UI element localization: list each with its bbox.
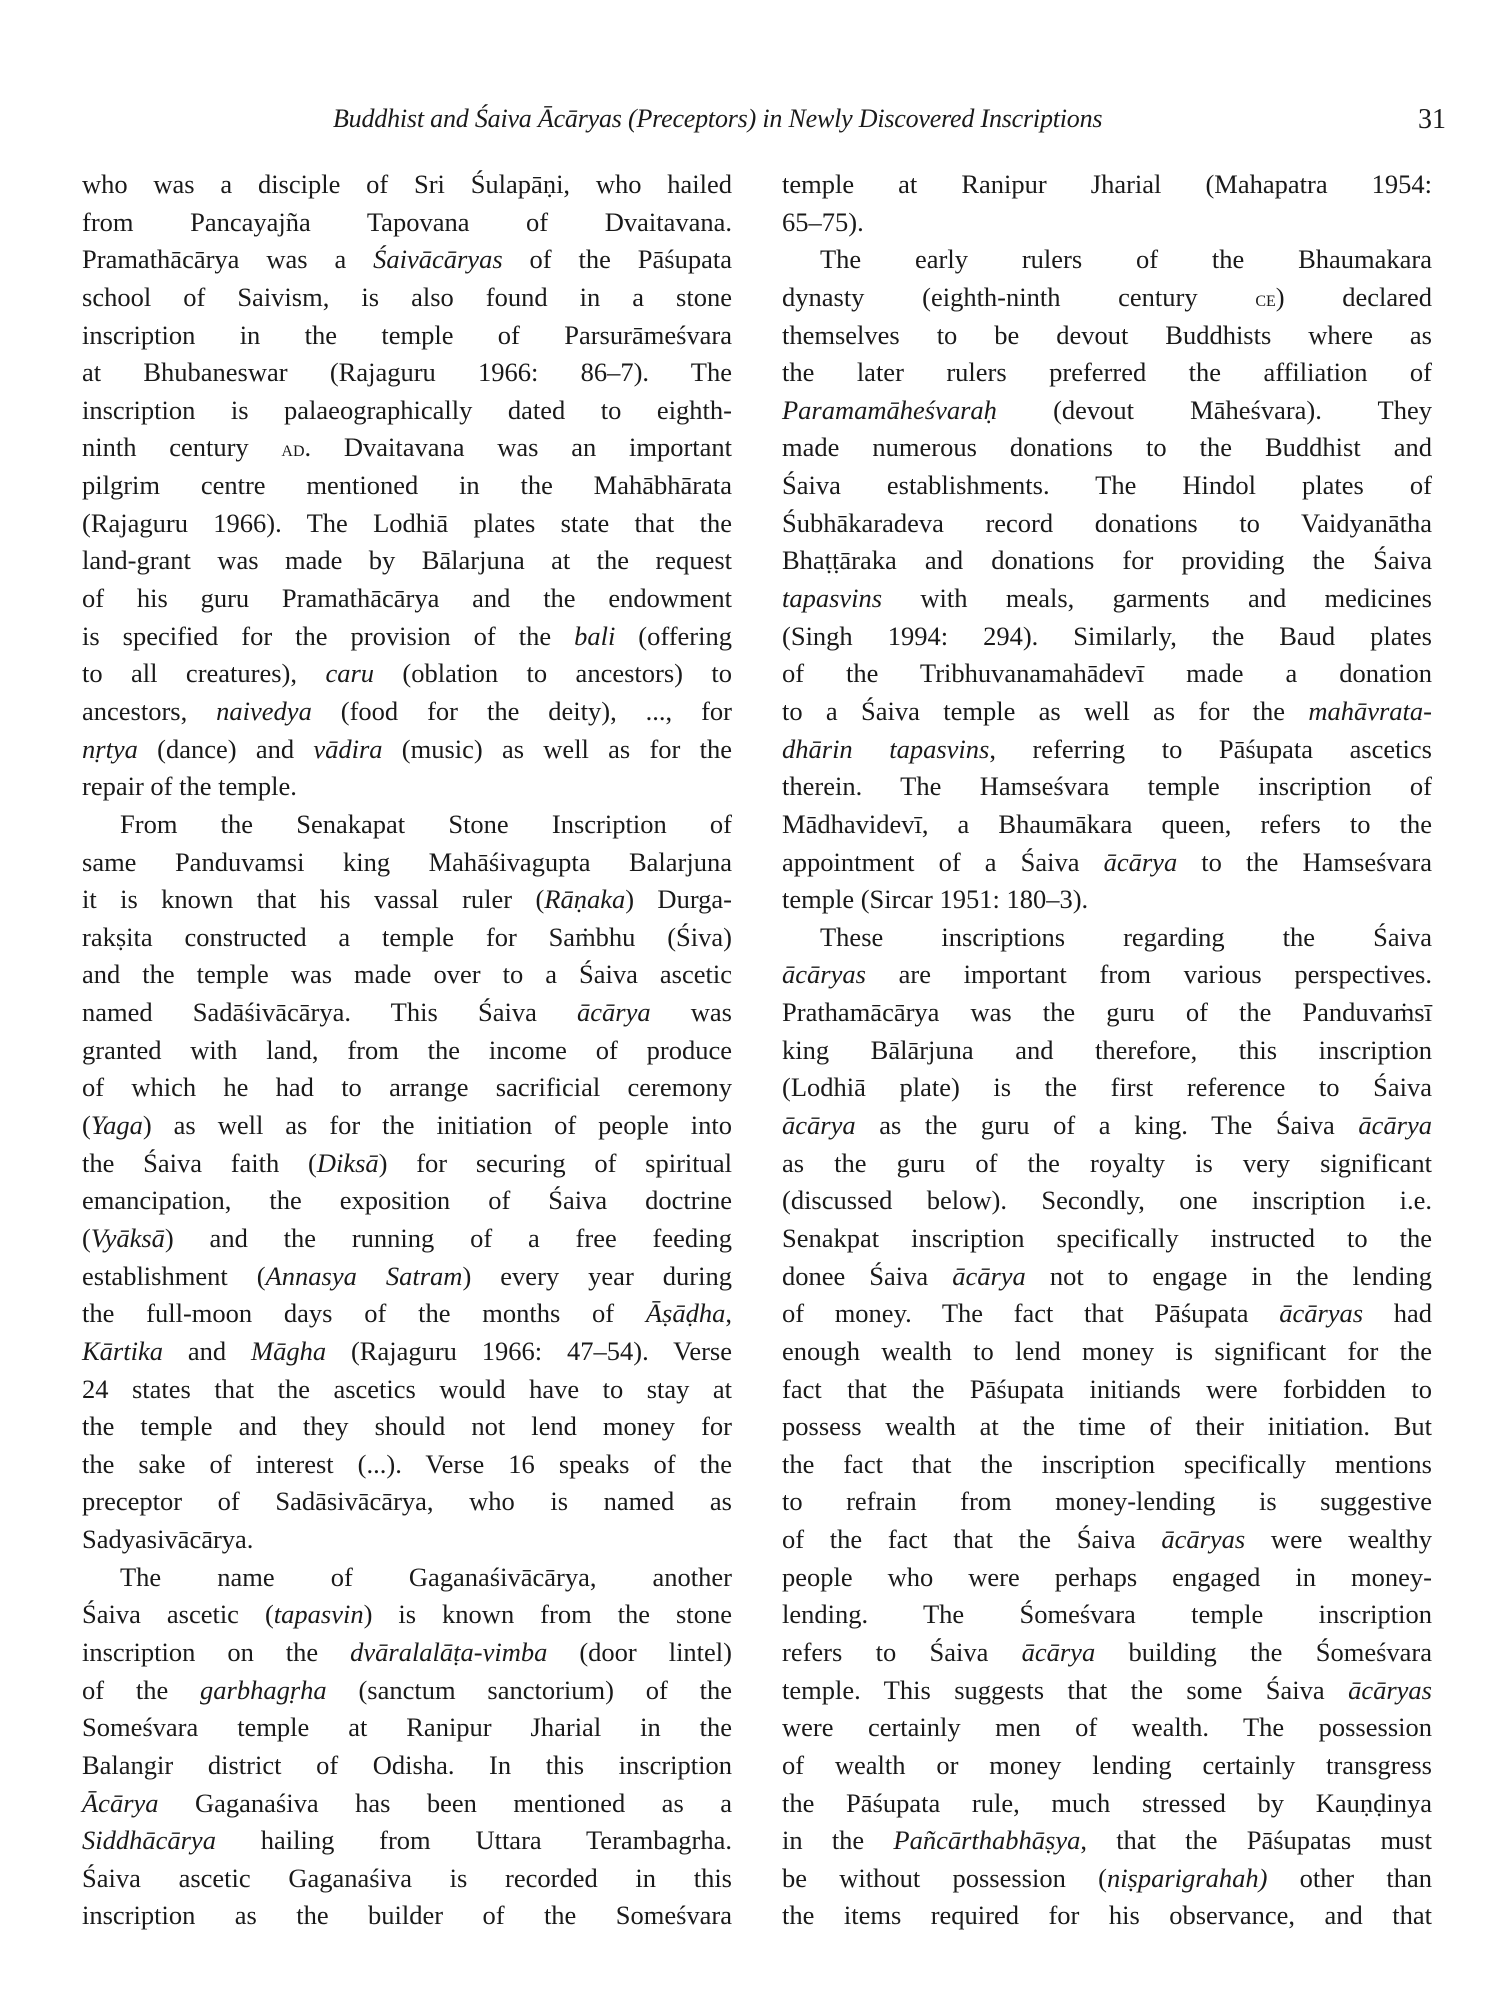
text-segment: establishment ( <box>82 1260 266 1291</box>
text-line <box>82 881 732 919</box>
text-line <box>782 1408 1432 1446</box>
text-segment: donee Śaiva <box>782 1260 953 1291</box>
text-line <box>782 1220 1432 1258</box>
text-line <box>82 580 732 618</box>
text-segment: other than <box>1267 1862 1433 1893</box>
text-segment: people who were perhaps engaged in money- <box>782 1561 1432 1592</box>
text-line <box>82 1032 732 1070</box>
italic-term: caru <box>325 658 375 689</box>
text-line <box>82 392 732 430</box>
italic-term: ācārya <box>577 997 651 1028</box>
italic-term: naivedya <box>216 695 312 726</box>
text-segment: ( <box>82 1222 91 1253</box>
text-segment: (devout Māheśvara). They <box>996 394 1432 425</box>
text-segment: had <box>1363 1298 1432 1329</box>
text-line <box>82 1672 732 1710</box>
text-segment: (oblation to ancestors) to <box>374 658 733 689</box>
italic-term: Yaga <box>90 1110 143 1141</box>
text-line <box>82 505 732 543</box>
text-line <box>82 1145 732 1183</box>
text-line <box>82 1860 732 1898</box>
text-segment: (door lintel) <box>547 1636 732 1667</box>
italic-term: Ācārya <box>82 1787 159 1818</box>
italic-term: dvāralalāṭa-vimba <box>350 1636 548 1667</box>
text-line <box>782 1521 1432 1559</box>
italic-term: Diksā <box>316 1147 379 1178</box>
text-segment: hailing from Uttara Terambagrha. <box>215 1825 732 1856</box>
text-line <box>782 1483 1432 1521</box>
italic-term: tapasvin <box>273 1599 364 1630</box>
italic-term: Paramamāheśvaraḥ <box>782 394 997 425</box>
text-segment: and <box>162 1335 252 1366</box>
text-line <box>82 806 732 844</box>
running-title: Buddhist and Śaiva Ācāryas (Preceptors) in Newly Discovered Inscriptions <box>333 104 1103 133</box>
text-segment: Pramathācārya was a <box>82 244 374 275</box>
text-segment: as the guru of a king. The Śaiva <box>855 1110 1359 1141</box>
text-line <box>782 1446 1432 1484</box>
text-segment: Balangir district of Odisha. In this inscription <box>82 1749 732 1780</box>
text-segment: ) Durga- <box>625 884 732 915</box>
italic-term: dhārin tapasvins <box>782 733 990 764</box>
text-segment: Gaganaśiva has been mentioned as a <box>158 1787 732 1818</box>
text-segment: pilgrim centre mentioned in the Mahābhārata <box>82 470 732 501</box>
text-segment: of which he had to arrange sacrificial ceremony <box>82 1072 732 1103</box>
text-segment: is specified for the provision of the <box>82 620 575 651</box>
text-segment: rakṣita constructed a temple for Saṁbhu (Śiva) <box>82 921 732 952</box>
text-segment: (Lodhiā plate) is the first reference to Śaiva <box>782 1072 1432 1103</box>
text-line <box>82 1295 732 1333</box>
text-line <box>782 204 1432 242</box>
text-line <box>782 1634 1432 1672</box>
text-line <box>782 1897 1432 1935</box>
text-segment: (discussed below). Secondly, one inscription i.e. <box>782 1185 1432 1216</box>
text-line <box>82 429 732 467</box>
italic-term: Pañcārthabhāṣya <box>893 1825 1081 1856</box>
italic-term: Śaivācāryas <box>373 244 503 275</box>
text-line <box>782 392 1432 430</box>
text-line <box>782 1182 1432 1220</box>
text-segment: Senakpat inscription specifically instructed to the <box>782 1222 1432 1253</box>
era-abbrev: ad <box>281 436 305 462</box>
text-line <box>82 1709 732 1747</box>
text-segment: ) as well as for the initiation of people into <box>142 1110 732 1141</box>
text-segment: with meals, garments and medicines <box>882 583 1432 614</box>
text-line <box>782 956 1432 994</box>
text-segment: temple. This suggests that the some Śaiva <box>782 1674 1349 1705</box>
text-segment: not to engage in the lending <box>1025 1260 1432 1291</box>
text-segment: temple (Sircar 1951: 180–3). <box>782 884 1089 915</box>
text-line <box>82 204 732 242</box>
text-line <box>782 806 1432 844</box>
text-segment: Śaiva ascetic Gaganaśiva is recorded in this <box>82 1862 732 1893</box>
text-line <box>82 1634 732 1672</box>
text-segment: , referring to Pāśupata ascetics <box>989 733 1432 764</box>
text-segment: therein. The Hamseśvara temple inscription of <box>782 771 1432 802</box>
text-segment: to a Śaiva temple as well as for the <box>782 695 1309 726</box>
text-segment: ) is known from the stone <box>363 1599 732 1630</box>
text-segment: lending. The Śomeśvara temple inscription <box>782 1599 1432 1630</box>
text-line <box>782 881 1432 919</box>
text-line <box>82 1559 732 1597</box>
text-segment: be without possession ( <box>782 1862 1107 1893</box>
text-segment: The name of Gaganaśivācārya, another <box>120 1561 732 1592</box>
text-segment: inscription in the temple of Parsurāmeśvara <box>82 319 732 350</box>
text-line <box>782 1069 1432 1107</box>
text-line <box>82 1333 732 1371</box>
italic-term: ācārya <box>952 1260 1026 1291</box>
text-line <box>782 1258 1432 1296</box>
text-line <box>82 731 732 769</box>
text-line <box>82 1596 732 1634</box>
text-line <box>782 994 1432 1032</box>
text-line <box>82 241 732 279</box>
text-segment: of the <box>82 1674 201 1705</box>
text-segment: the temple and they should not lend money for <box>82 1411 732 1442</box>
text-segment: 24 states that the ascetics would have to stay at <box>82 1373 732 1404</box>
italic-term: nṛtya <box>82 733 138 764</box>
text-segment: granted with land, from the income of produce <box>82 1034 732 1065</box>
text-segment: it is known that his vassal ruler ( <box>82 884 545 915</box>
text-segment: The early rulers of the Bhaumakara <box>820 244 1432 275</box>
text-line <box>82 1408 732 1446</box>
text-segment: was <box>650 997 732 1028</box>
text-line <box>82 655 732 693</box>
text-segment: named Sadāśivācārya. This Śaiva <box>82 997 578 1028</box>
era-abbrev: ce <box>1255 285 1276 311</box>
text-segment: dynasty (eighth-ninth century <box>782 281 1256 312</box>
text-line <box>782 655 1432 693</box>
text-line <box>782 279 1432 317</box>
text-line <box>82 1446 732 1484</box>
italic-term: ācārya <box>1103 846 1178 877</box>
text-segment: inscription as the builder of the Someśvara <box>82 1900 732 1931</box>
right-column <box>782 166 1432 1935</box>
text-line <box>82 844 732 882</box>
text-line <box>782 1596 1432 1634</box>
text-segment: (food for the deity), ..., for <box>311 695 732 726</box>
text-line <box>82 1258 732 1296</box>
italic-term: niṣparigrahah) <box>1106 1862 1268 1893</box>
text-segment: the fact that the inscription specifically mentions <box>782 1448 1432 1479</box>
text-segment: made numerous donations to the Buddhist and <box>782 432 1432 463</box>
text-line <box>782 1559 1432 1597</box>
text-segment: to the Hamseśvara <box>1177 846 1432 877</box>
text-segment: (sanctum sanctorium) of the <box>326 1674 732 1705</box>
text-segment: enough wealth to lend money is significant for the <box>782 1335 1432 1366</box>
left-column <box>82 166 732 1935</box>
italic-term: Siddhācārya <box>82 1825 216 1856</box>
text-line <box>82 317 732 355</box>
text-line <box>782 731 1432 769</box>
text-segment: fact that the Pāśupata initiands were forbidden to <box>782 1373 1432 1404</box>
text-segment: inscription on the <box>82 1636 351 1667</box>
text-line <box>782 317 1432 355</box>
text-segment: These inscriptions regarding the Śaiva <box>820 921 1432 952</box>
text-segment: (music) as well as for the <box>382 733 732 764</box>
text-segment: of money. The fact that Pāśupata <box>782 1298 1280 1329</box>
text-segment: inscription is palaeographically dated to eighth- <box>82 394 732 425</box>
text-line <box>782 1295 1432 1333</box>
italic-term: Māgha <box>251 1335 327 1366</box>
italic-term: Āṣāḍha <box>645 1298 726 1329</box>
text-line <box>82 1785 732 1823</box>
text-line <box>82 542 732 580</box>
text-segment: the full-moon days of the months of <box>82 1298 646 1329</box>
italic-term: ācārya <box>1358 1110 1432 1141</box>
text-segment: Prathamācārya was the guru of the Panduvaṁsī <box>782 997 1432 1028</box>
text-line <box>782 1709 1432 1747</box>
text-segment: as the guru of the royalty is very significant <box>782 1147 1432 1178</box>
text-segment: from Pancayajña Tapovana of Dvaitavana. <box>82 206 732 237</box>
italic-term: ācāryas <box>1348 1674 1432 1705</box>
italic-term: tapasvins <box>782 583 883 614</box>
text-line <box>782 354 1432 392</box>
text-segment: Sadyasivācārya. <box>82 1524 254 1555</box>
text-segment: ) and the running of a free feeding <box>164 1222 732 1253</box>
text-line <box>82 467 732 505</box>
text-segment: of the fact that the Śaiva <box>782 1524 1162 1555</box>
text-segment: Someśvara temple at Ranipur Jharial in the <box>82 1712 732 1743</box>
text-segment: Śaiva establishments. The Hindol plates of <box>782 470 1432 501</box>
text-line <box>782 1032 1432 1070</box>
text-line <box>782 1371 1432 1409</box>
text-line <box>82 354 732 392</box>
text-line <box>782 1785 1432 1823</box>
text-segment: Śubhākaradeva record donations to Vaidyanātha <box>782 507 1432 538</box>
text-line <box>782 505 1432 543</box>
text-segment: 65–75). <box>782 206 864 237</box>
text-segment: , <box>725 1298 732 1329</box>
text-segment: same Panduvamsi king Mahāśivagupta Balarjuna <box>82 846 732 877</box>
text-line <box>782 467 1432 505</box>
text-line <box>782 580 1432 618</box>
italic-term: ācāryas <box>782 959 866 990</box>
italic-term: ācārya <box>782 1110 856 1141</box>
text-segment: emancipation, the exposition of Śaiva doctrine <box>82 1185 732 1216</box>
text-segment: (offering <box>615 620 732 651</box>
italic-term: ācārya <box>1021 1636 1096 1667</box>
text-line <box>82 768 732 806</box>
text-line <box>782 166 1432 204</box>
text-line <box>82 166 732 204</box>
text-segment: in the <box>782 1825 894 1856</box>
text-segment: (Rajaguru 1966: 47–54). Verse <box>326 1335 733 1366</box>
text-segment: and the temple was made over to a Śaiva ascetic <box>82 959 732 990</box>
text-line <box>782 1747 1432 1785</box>
text-line <box>782 1107 1432 1145</box>
text-segment: the later rulers preferred the affiliation of <box>782 357 1432 388</box>
text-segment: . Dvaitavana was an important <box>304 432 732 463</box>
italic-term: garbhagṛha <box>200 1674 327 1705</box>
italic-term: mahāvrata- <box>1308 695 1432 726</box>
text-segment: Mādhavidevī, a Bhaumākara queen, refers to the <box>782 808 1432 839</box>
italic-term: Rāṇaka <box>544 884 626 915</box>
text-line <box>82 1897 732 1935</box>
text-line <box>82 618 732 656</box>
text-segment: Bhaṭṭāraka and donations for providing the Śaiva <box>782 545 1432 576</box>
text-line <box>782 1860 1432 1898</box>
text-segment: the items required for his observance, and that <box>782 1900 1432 1931</box>
text-segment: were wealthy <box>1245 1524 1432 1555</box>
text-segment: of the Tribhuvanamahādevī made a donation <box>782 658 1432 689</box>
text-line <box>82 1069 732 1107</box>
text-line <box>82 693 732 731</box>
text-line <box>782 1333 1432 1371</box>
text-segment: preceptor of Sadāsivācārya, who is named as <box>82 1486 732 1517</box>
text-line <box>782 768 1432 806</box>
text-segment: Śaiva ascetic ( <box>82 1599 274 1630</box>
text-line <box>782 618 1432 656</box>
italic-term: ācāryas <box>1161 1524 1246 1555</box>
text-segment: are important from various perspectives. <box>865 959 1432 990</box>
text-segment: of his guru Pramathācārya and the endowment <box>82 583 732 614</box>
text-line <box>782 693 1432 731</box>
text-segment: appointment of a Śaiva <box>782 846 1104 877</box>
italic-term: Vyāksā <box>90 1222 165 1253</box>
text-segment: , that the Pāśupatas must <box>1080 1825 1432 1856</box>
text-segment: (Singh 1994: 294). Similarly, the Baud plates <box>782 620 1432 651</box>
text-segment: ninth century <box>82 432 282 463</box>
text-line <box>782 542 1432 580</box>
text-line <box>782 1672 1432 1710</box>
text-line <box>782 919 1432 957</box>
text-line <box>82 919 732 957</box>
text-line <box>82 1182 732 1220</box>
text-segment: to refrain from money-lending is suggestive <box>782 1486 1432 1517</box>
text-segment: of wealth or money lending certainly transgress <box>782 1749 1432 1780</box>
text-line <box>82 279 732 317</box>
italic-term: Kārtika <box>82 1335 163 1366</box>
text-segment: refers to Śaiva <box>782 1636 1022 1667</box>
text-segment: ( <box>82 1110 91 1141</box>
text-segment: ) for securing of spiritual <box>378 1147 732 1178</box>
text-line <box>82 994 732 1032</box>
text-line <box>782 844 1432 882</box>
text-line <box>82 1747 732 1785</box>
text-line <box>82 1220 732 1258</box>
text-segment: land-grant was made by Bālarjuna at the request <box>82 545 732 576</box>
text-line <box>782 429 1432 467</box>
italic-term: vādira <box>313 733 383 764</box>
text-segment: (Rajaguru 1966). The Lodhiā plates state that the <box>82 507 732 538</box>
text-line <box>82 1521 732 1559</box>
text-segment: school of Saivism, is also found in a stone <box>82 281 732 312</box>
text-line <box>82 1483 732 1521</box>
text-line <box>82 956 732 994</box>
text-segment: at Bhubaneswar (Rajaguru 1966: 86–7). The <box>82 357 732 388</box>
text-segment: ) declared <box>1275 281 1433 312</box>
text-segment: possess wealth at the time of their initiation. But <box>782 1411 1432 1442</box>
text-segment: who was a disciple of Sri Śulapāṇi, who hailed <box>82 169 732 199</box>
italic-term: ācāryas <box>1279 1298 1364 1329</box>
text-line <box>82 1371 732 1409</box>
text-segment: ) every year during <box>462 1260 732 1291</box>
italic-term: Annasya Satram <box>265 1260 463 1291</box>
text-segment: were certainly men of wealth. The possession <box>782 1712 1432 1743</box>
page-header <box>0 104 1500 144</box>
text-line <box>82 1822 732 1860</box>
text-line <box>782 1822 1432 1860</box>
text-line <box>82 1107 732 1145</box>
text-segment: temple at Ranipur Jharial (Mahapatra 1954: <box>782 169 1432 199</box>
text-segment: themselves to be devout Buddhists where as <box>782 319 1432 350</box>
text-segment: (dance) and <box>137 733 314 764</box>
text-line <box>782 241 1432 279</box>
text-segment: to all creatures), <box>82 658 326 689</box>
text-segment: the Śaiva faith ( <box>82 1147 317 1178</box>
page-number: 31 <box>1418 104 1446 135</box>
text-segment: repair of the temple. <box>82 771 297 802</box>
text-segment: the sake of interest (...). Verse 16 speaks of the <box>82 1448 732 1479</box>
text-segment: king Bālārjuna and therefore, this inscription <box>782 1034 1432 1065</box>
text-segment: ancestors, <box>82 695 217 726</box>
text-segment: of the Pāśupata <box>502 244 732 275</box>
italic-term: bali <box>574 620 616 651</box>
text-segment: the Pāśupata rule, much stressed by Kauṇḍinya <box>782 1787 1432 1818</box>
text-segment: building the Śomeśvara <box>1095 1636 1432 1667</box>
text-line <box>782 1145 1432 1183</box>
text-segment: From the Senakapat Stone Inscription of <box>120 808 732 839</box>
